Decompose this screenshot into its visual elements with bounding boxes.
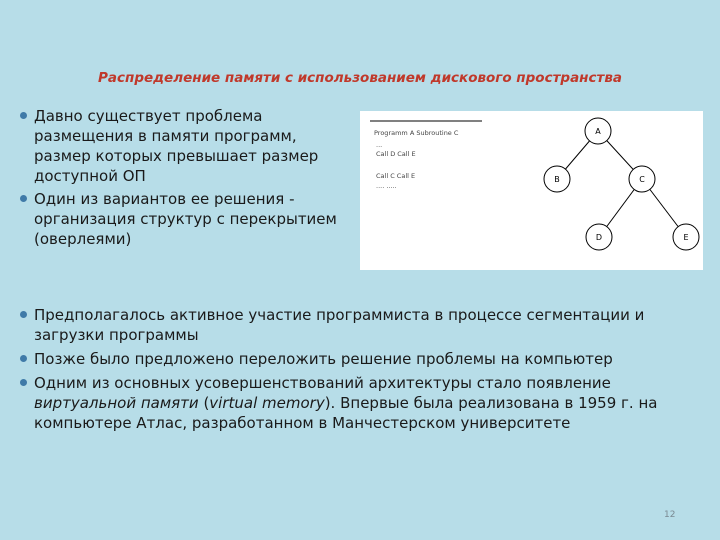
bullet-item bbox=[20, 349, 700, 369]
top-bullet-list bbox=[20, 106, 355, 252]
program-line-5: .... ..... bbox=[376, 182, 397, 190]
bullet-text-part: ). Впервые была реализована в 1959 г. на компьютере Атлас, разработанном в Манчестерском университете bbox=[34, 394, 658, 432]
bullet-text-part: Одним из основных усовершенствований архитектуры стало появление bbox=[34, 374, 611, 392]
page-number: 12 bbox=[664, 510, 676, 520]
overlay-tree-svg bbox=[360, 111, 703, 270]
bullet-text: Один из вариантов ее решения - организация структур с перекрытием (оверлеями) bbox=[34, 190, 337, 248]
bullet-dot-icon bbox=[20, 195, 27, 202]
bullet-item bbox=[20, 106, 355, 186]
tree-node-d-label: D bbox=[595, 233, 603, 242]
virtual-memory-term: виртуальной памяти bbox=[34, 394, 199, 412]
program-line-1: Programm A Subroutine C bbox=[374, 129, 459, 137]
program-line-3: Call D Call E bbox=[376, 150, 416, 158]
slide-title: Распределение памяти с использованием дискового пространства bbox=[98, 70, 622, 86]
tree-node-b-label: B bbox=[554, 175, 560, 184]
program-line-2: ... bbox=[376, 141, 383, 149]
bullet-text-part: ( bbox=[198, 394, 210, 412]
overlay-tree-figure bbox=[360, 111, 703, 270]
bullet-text: Предполагалось активное участие программиста в процессе сегментации и загрузки программы bbox=[34, 306, 645, 344]
bullet-dot-icon bbox=[20, 355, 27, 362]
bullet-item bbox=[20, 189, 355, 249]
bullet-text: Позже было предложено переложить решение проблемы на компьютер bbox=[34, 350, 613, 368]
tree-node-e-label: E bbox=[683, 233, 689, 242]
bullet-dot-icon bbox=[20, 311, 27, 318]
tree-node-c-label: C bbox=[639, 175, 645, 184]
program-line-4: Call C Call E bbox=[376, 172, 416, 180]
tree-node-a-label: A bbox=[595, 127, 601, 136]
bullet-dot-icon bbox=[20, 112, 27, 119]
virtual-memory-term-en: virtual memory bbox=[209, 394, 325, 412]
bullet-item bbox=[20, 373, 700, 433]
bullet-dot-icon bbox=[20, 379, 27, 386]
bullet-item bbox=[20, 305, 700, 345]
bottom-bullet-list bbox=[20, 305, 700, 437]
bullet-text: Давно существует проблема размещения в памяти программ, размер которых превышает размер доступной ОП bbox=[34, 107, 319, 185]
